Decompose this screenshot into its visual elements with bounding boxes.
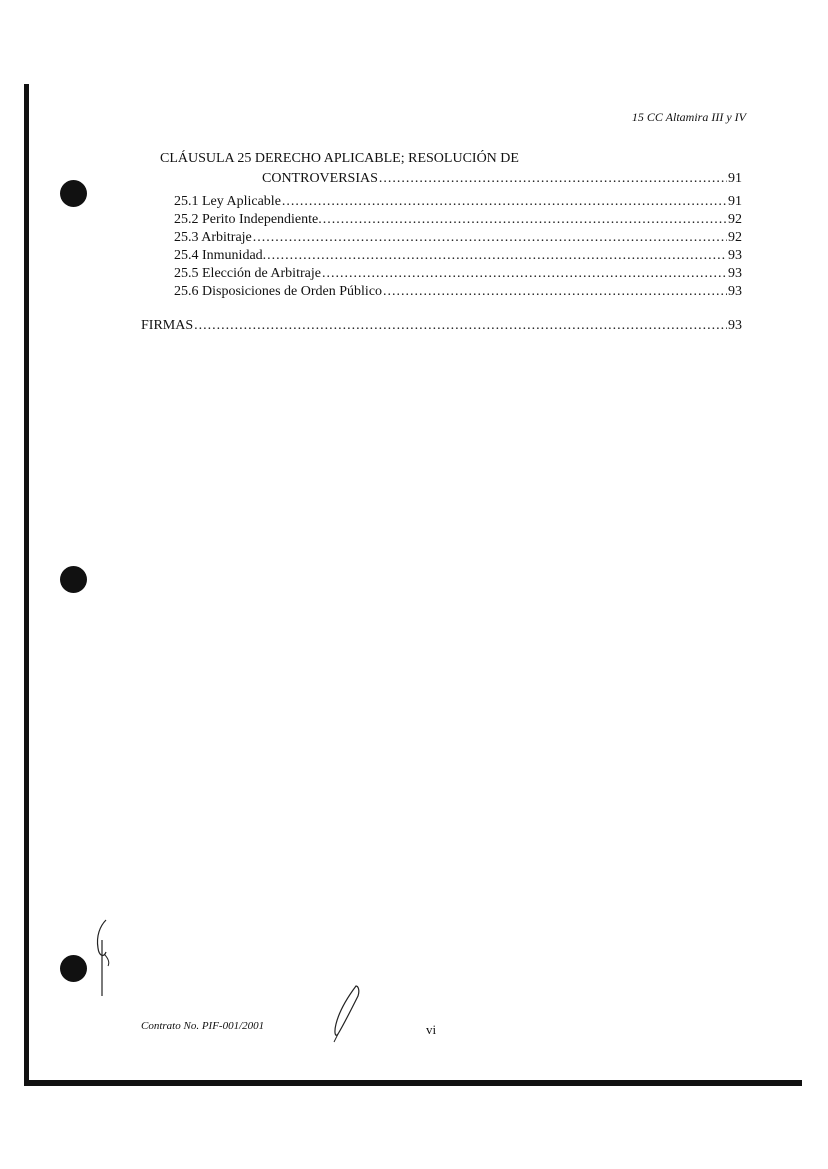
toc-entry-page: 91	[728, 194, 742, 209]
toc-entry-page: 93	[728, 248, 742, 263]
footer-contract-number: Contrato No. PIF-001/2001	[141, 1020, 265, 1032]
toc-entry-25-2	[174, 212, 742, 228]
footer-page-number: vi	[426, 1022, 437, 1037]
toc-entry-25-6	[174, 284, 742, 300]
toc-entry-label: 25.2 Perito Independiente.	[174, 212, 322, 227]
clause-25-title: CLÁUSULA 25 DERECHO APLICABLE; RESOLUCIÓN DE	[160, 151, 519, 166]
toc-entry-label: CONTROVERSIAS	[262, 171, 378, 186]
punch-hole-bottom	[60, 955, 87, 982]
toc-entry-label: FIRMAS	[141, 318, 194, 333]
toc-entry-page: 92	[728, 212, 742, 227]
toc-entry-25-5	[174, 266, 742, 282]
scan-border-left	[24, 84, 29, 1086]
toc-entry-page: 91	[728, 171, 742, 186]
toc-entry-label: 25.3 Arbitraje	[174, 230, 252, 245]
toc-leader-dots	[322, 266, 727, 282]
toc-leader-dots	[194, 318, 727, 334]
toc-leader-dots	[282, 194, 727, 210]
toc-entry-page: 93	[728, 318, 742, 333]
toc-entry-25-3	[174, 230, 742, 246]
toc-entry-label: 25.4 Inmunidad.	[174, 248, 267, 263]
toc-entry-25-4	[174, 248, 742, 264]
toc-entry-clause-25	[262, 171, 742, 187]
header-reference: 15 CC Altamira III y IV	[631, 110, 746, 124]
toc-leader-dots	[383, 284, 727, 300]
punch-hole-middle	[60, 566, 87, 593]
toc-entry-page: 93	[728, 266, 742, 281]
toc-entry-firmas	[141, 318, 742, 334]
margin-scribble	[90, 918, 120, 998]
punch-hole-top	[60, 180, 87, 207]
toc-leader-dots	[379, 171, 727, 187]
toc-entry-label: 25.5 Elección de Arbitraje	[174, 266, 321, 281]
toc-entry-25-1	[174, 194, 742, 210]
signature-mark	[326, 984, 366, 1044]
toc-leader-dots	[323, 212, 727, 228]
toc-entry-page: 93	[728, 284, 742, 299]
toc-entry-page: 92	[728, 230, 742, 245]
toc-entry-label: 25.1 Ley Aplicable	[174, 194, 281, 209]
toc-leader-dots	[253, 230, 727, 246]
scan-border-bottom	[24, 1080, 802, 1086]
toc-leader-dots	[267, 248, 727, 264]
toc-entry-label: 25.6 Disposiciones de Orden Público	[174, 284, 383, 299]
